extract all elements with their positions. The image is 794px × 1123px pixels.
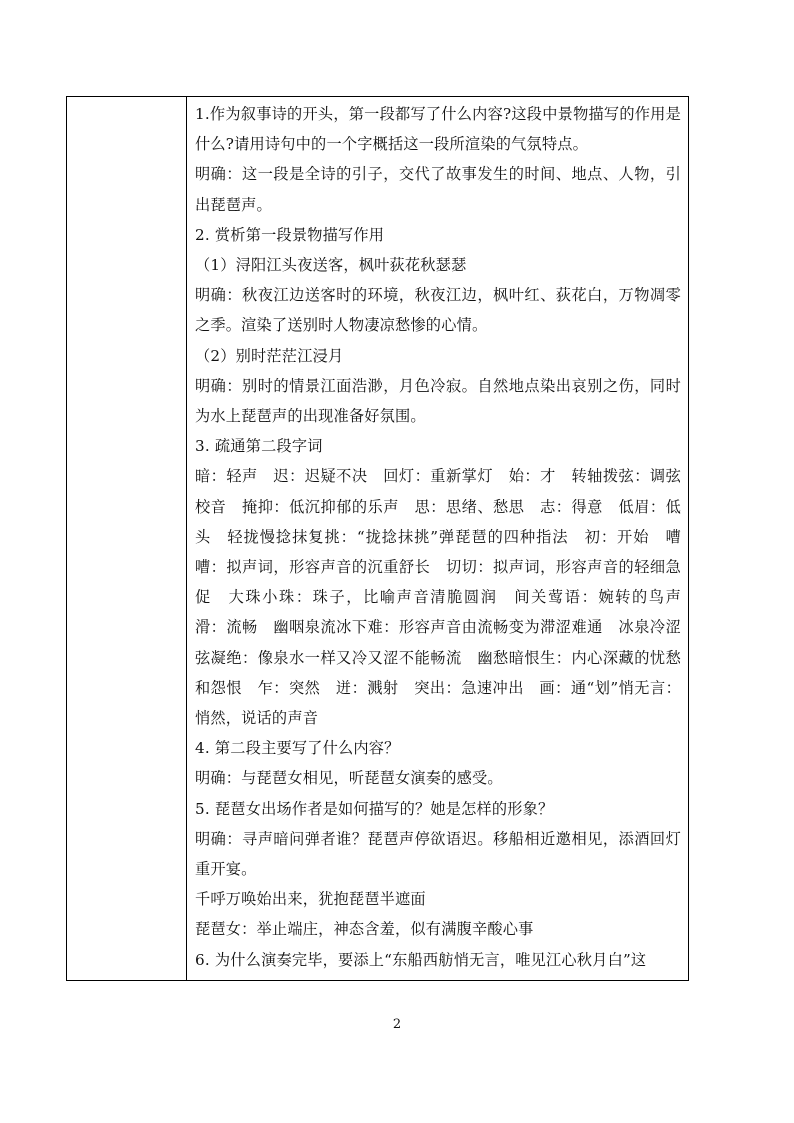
paragraph: 5. 琵琶女出场作者是如何描写的？她是怎样的形象？ — [195, 799, 554, 818]
paragraph: 明确：秋夜江边送客时的环境，秋夜江边，枫叶红、荻花白，万物凋零之季。渲染了送别时人物凄凉愁惨的心情。 — [195, 286, 681, 335]
paragraph: （2）别时茫茫江浸月 — [195, 346, 344, 365]
page-number: 2 — [392, 1017, 402, 1032]
paragraph: 4. 第二段主要写了什么内容？ — [195, 739, 400, 758]
paragraph: 明确：与琵琶女相见，听琵琶女演奏的感受。 — [195, 769, 503, 788]
paragraph: 明确：寻声暗问弹者谁？琵琶声停欲语迟。移船相近邀相见，添酒回灯重开宴。 — [195, 829, 681, 879]
table-left-cell — [67, 97, 187, 980]
document-table — [66, 96, 697, 981]
paragraph: 3. 疏通第二段字词 — [195, 437, 323, 456]
paragraph: 6. 为什么演奏完毕，要添上“东船西舫悄无言，唯见江心秋月白”这 — [195, 950, 647, 969]
paragraph: 明确：这一段是全诗的引子，交代了故事发生的时间、地点、人物，引出琵琶声。 — [195, 165, 681, 214]
cell-content — [195, 99, 697, 975]
paragraph: 明确：别时的情景江面浩渺，月色冷寂。自然地点染出哀别之伤，同时为水上琵琶声的出现准备好氛围。 — [195, 376, 681, 426]
paragraph: 暗：轻声 迟：迟疑不决 回灯：重新掌灯 始：才 转轴拨弦：调弦校音 掩抑：低沉抑郁的乐声 思：思绪、愁思 志：得意 低眉：低头 轻拢慢捻抹复挑：“拢捻抹挑”弹琵琶的四种指法 初：开始 嘈嘈：拟声词，形容声音的沉重舒长 切切：拟声词，形容声音的轻细急促 大珠小珠：珠子，比喻声音清脆圆润 间关莺语：婉转的鸟声 滑：流畅 幽咽泉流冰下难：形容声音由流畅变为滞涩难通 冰泉冷涩弦凝绝：像泉水一样又冷又涩不能畅流 幽愁暗恨生：内心深藏的忧愁和怨恨 乍：突然 迸：溅射 突出：急速冲出 画：通“划”悄无言：悄然，说话的声音 — [195, 467, 697, 728]
table-right-cell — [187, 97, 697, 980]
paragraph: 2. 赏析第一段景物描写作用 — [195, 225, 385, 244]
paragraph: 千呼万唤始出来，犹抱琵琶半遮面 — [195, 890, 426, 909]
paragraph: 琵琶女：举止端庄，神态含羞，似有满腹辛酸心事 — [195, 920, 534, 939]
paragraph: （1）浔阳江头夜送客，枫叶荻花秋瑟瑟 — [195, 256, 467, 275]
paragraph: 1.作为叙事诗的开头，第一段都写了什么内容?这段中景物描写的作用是什么?请用诗句中的一个字概括这一段所渲染的气氛特点。 — [195, 105, 681, 154]
